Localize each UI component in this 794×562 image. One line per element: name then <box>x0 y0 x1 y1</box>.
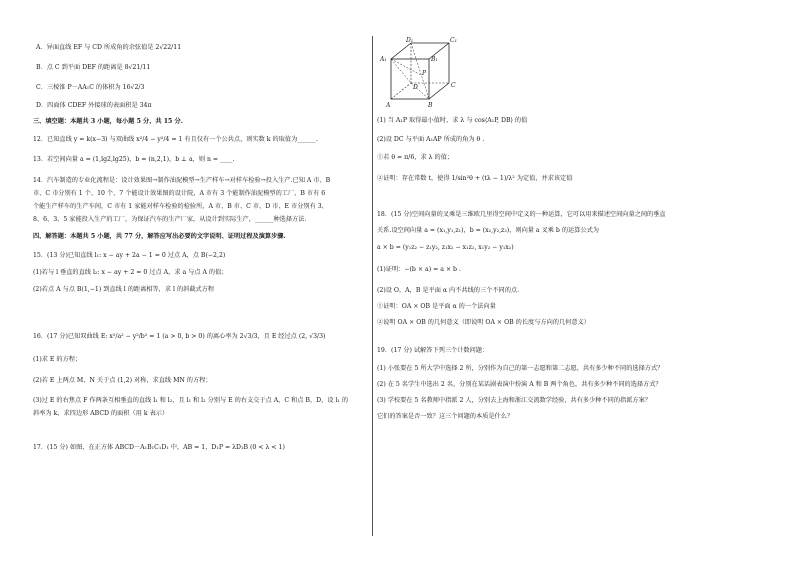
question-17: 17．(15 分) 如图，在正方体 ABCD－A₁B₁C₁D₁ 中，AB = 1，D₁P = λD₁B (0 < λ < 1) <box>33 444 285 451</box>
cube-label-b1: B₁ <box>431 56 438 63</box>
question-19-part-3: (3) 学校要在 5 名教师中指派 2 人，分别去上海和浙江交流数学经验，共有多少种不同的指派方案？ <box>377 397 651 404</box>
cube-label-a: A <box>386 102 391 109</box>
question-18-part-1: (1)证明：−(b × a) = a × b . <box>377 266 461 273</box>
question-18-line-1: 18．(15 分)空间向量的叉乘是三维欧几里得空间中定义的一种运算，它可以用来描述空间向量之间的垂直 <box>377 211 666 218</box>
question-18-line-2: 关系.设空间向量 a = (x₁,y₁,z₁)，b = (x₂,y₂,z₂)，则向量 a 叉乘 b 的运算公式为 <box>377 227 599 234</box>
cube-label-b: B <box>428 102 433 109</box>
option-b: B．点 C 到平面 DEF 的距离是 8√21/11 <box>36 64 151 71</box>
question-18-part-2b: ②说明 OA × OB 的几何意义（即说明 OA × OB 的长度与方向的几何意义） <box>377 319 590 326</box>
cube-label-c1: C₁ <box>450 37 457 44</box>
option-a: A．异面直线 EF 与 CD 所成角的余弦值是 2√22/11 <box>36 44 182 51</box>
question-18-part-2: (2)设 O，A，B 是平面 α 内不共线的三个不同的点. <box>377 287 520 294</box>
question-14-line-2: 市、C 市分别有 1 个、10 个、7 个能设计效果图的设计院，A 市有 3 个能制作油泥模型的工厂，B 市有 6 <box>33 190 326 197</box>
section-3-heading: 三、填空题：本题共 3 小题，每小题 5 分，共 15 分. <box>33 118 183 125</box>
question-19-part-2: (2) 在 5 名学生中选出 2 名，分别在某话剧表演中扮演 A 和 B 两个角色，共有多少种不同的选择方式？ <box>377 381 662 388</box>
question-15-part-2: (2)若点 A 与点 B(1,−1) 到直线 l 的距离相等，求 l 的斜截式方程 <box>33 286 215 293</box>
section-4-heading: 四、解答题：本题共 5 小题，共 77 分，解答应写出必要的文字说明、证明过程及演算步骤. <box>33 233 286 240</box>
question-16-part-1: (1)求 E 的方程； <box>33 356 82 363</box>
cube-label-p: P <box>422 70 427 77</box>
question-14-line-4: 8、6、3、5 家能投入生产的工厂，为保证汽车的生产厂家，从设计到实际生产，______种选择方法. <box>33 216 307 223</box>
question-15: 15．(13 分)已知直线 l₁: x − ay + 2a − 1 = 0 过点 A，点 B(−2,2) <box>33 252 226 259</box>
cube-label-c: C <box>451 82 456 89</box>
question-17-part-1: (1) 当 A₁P 取得最小值时，求 λ 与 cos⟨A₁P, DB⟩ 的值 <box>377 117 528 124</box>
cube-label-d: D <box>413 84 418 91</box>
question-15-part-1: (1)若与 l 垂直的直线 l₂: x − ay + 2 = 0 过点 A，求 a 与点 A 的值； <box>33 269 228 276</box>
question-17-part-2b: ②证明：存在常数 t，使得 1/sin²θ + (tλ − 1)/λ² 为定值，并求该定值 <box>377 175 573 182</box>
question-14-line-1: 14．汽车制造的专业化流程是：设计效果图→制作油泥模型→生产样车→对样车检验→投入生产.已知 A 市、B <box>33 177 331 184</box>
question-14-line-3: 个能生产样车的生产车间，C 市有 1 家能对样车检验的检验所，A 市、B 市、C 市、D 市、E 市分别有 3、 <box>33 203 328 210</box>
option-d: D．四面体 CDEF 外接球的表面积是 34π <box>36 102 152 109</box>
question-18-part-2a: ①证明：OA × OB 是平面 α 的一个法向量 <box>377 303 496 310</box>
question-19-part-1: (1) 小张要在 5 所大学中选择 2 所，分别作为自己的第一志愿和第二志愿，共有多少种不同的选择方式？ <box>377 365 664 372</box>
question-13: 13．若空间向量 a = (1,lg2,lg25)，b = (n,2,1)，b ⊥ a，则 n = ____. <box>33 156 235 163</box>
column-divider <box>372 36 373 536</box>
question-19-closing: 它们的答案是否一致？这三个问题的本质是什么？ <box>377 413 514 420</box>
question-16-part-3: (3)过 E 的右焦点 F 作两条互相垂直的直线 l₁ 和 l₂，且 l₁ 和 l₂ 分别与 E 的右支交于点 A，C 和点 B，D，设 l₁ 的 <box>33 397 349 404</box>
question-16-part-3b: 斜率为 k，求四边形 ABCD 的面积（用 k 表示） <box>33 410 169 417</box>
question-17-part-2: (2)设 DC 与平面 A₁AP 所成的角为 θ . <box>377 136 485 143</box>
question-16: 16．(17 分)已知双曲线 E: x²/a² − y²/b² = 1 (a > 0, b > 0) 的离心率为 2√3/3，且 E 经过点 (2, √3/3) <box>33 333 326 340</box>
question-12: 12．已知直线 y = k(x−3) 与双曲线 x²/4 − y²/4 = 1 有且仅有一个公共点，则实数 k 的取值为______. <box>33 136 318 143</box>
question-16-part-2: (2)若 E 上两点 M，N 关于点 (1,2) 对称，求直线 MN 的方程； <box>33 377 212 384</box>
cube-label-a1: A₁ <box>380 56 387 63</box>
question-19: 19．(17 分) 试解答下列三个计数问题： <box>377 347 489 354</box>
question-17-part-2a: ①若 θ = π/6，求 λ 的值； <box>377 154 454 161</box>
cube-figure <box>377 37 467 113</box>
question-18-formula: a × b = (y₁z₂ − z₁y₂, z₁x₂ − x₁z₂, x₁y₂ − y₁x₂) <box>377 244 514 251</box>
option-c: C．三棱锥 P－AA₁C 的体积为 16√2/3 <box>36 84 145 91</box>
cube-label-d1: D₁ <box>406 37 414 44</box>
